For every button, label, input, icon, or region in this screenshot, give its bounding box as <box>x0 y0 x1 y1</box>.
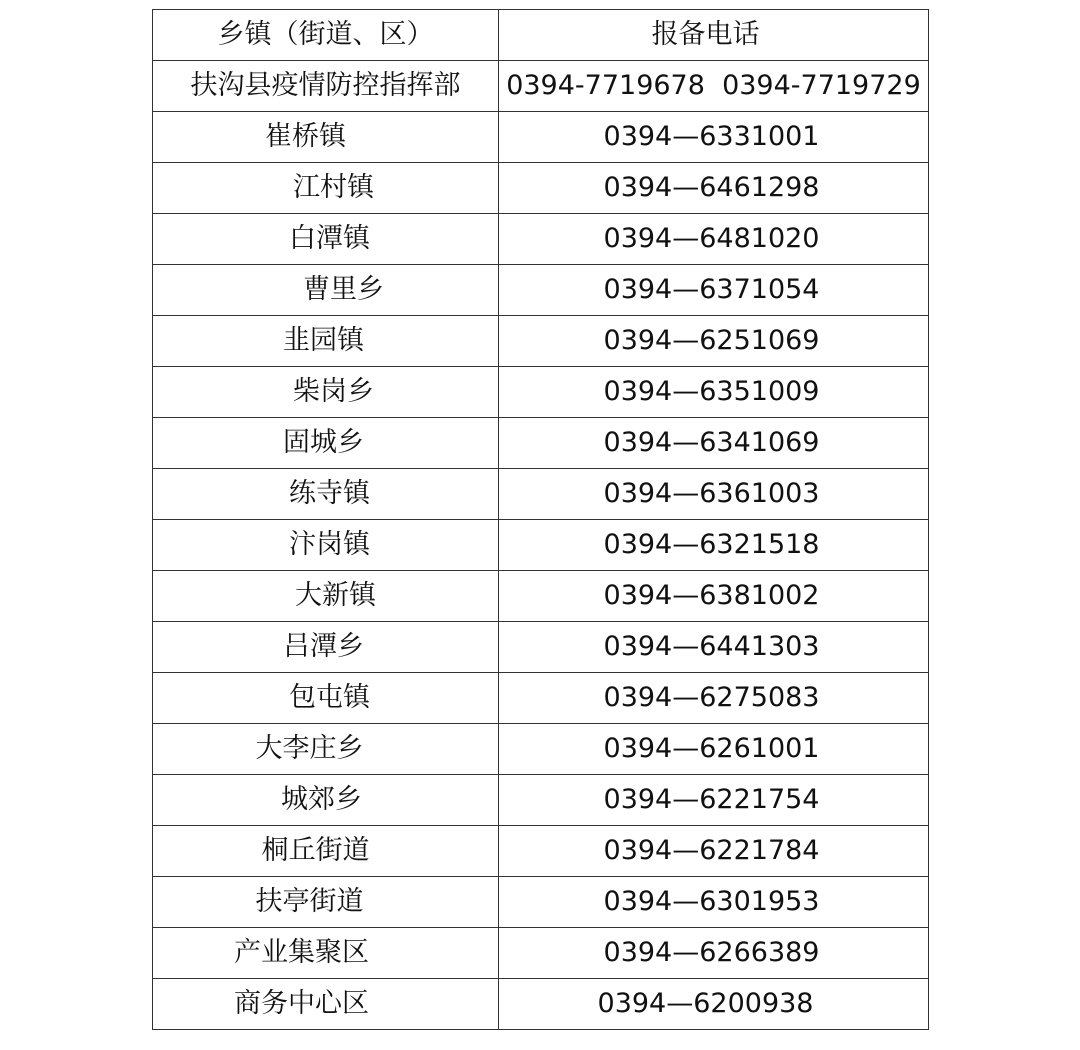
town-name: 大新镇 <box>295 580 376 611</box>
town-name: 白潭镇 <box>289 223 370 254</box>
town-name: 城郊乡 <box>281 784 362 815</box>
town-cell <box>153 877 499 928</box>
phone-number: 0394—6381002 <box>603 580 820 611</box>
table-row <box>153 775 929 826</box>
table-row <box>153 724 929 775</box>
town-cell <box>153 928 499 979</box>
phone-number: 0394—6371054 <box>603 274 820 305</box>
phone-cell <box>499 928 929 979</box>
table-row <box>153 112 929 163</box>
town-name: 包屯镇 <box>289 682 370 713</box>
table-row <box>153 571 929 622</box>
table-row <box>153 469 929 520</box>
town-cell <box>153 214 499 265</box>
table-row <box>153 265 929 316</box>
phone-number: 0394—6361003 <box>603 478 820 509</box>
table-row <box>153 163 929 214</box>
header-phone-label: 报备电话 <box>651 19 760 50</box>
town-name: 产业集聚区 <box>234 937 369 968</box>
town-name: 大李庄乡 <box>255 733 364 764</box>
town-name: 江村镇 <box>293 172 374 203</box>
phone-cell <box>499 520 929 571</box>
town-cell <box>153 418 499 469</box>
table-row <box>153 826 929 877</box>
phone-number: 0394—6351009 <box>603 376 820 407</box>
town-cell <box>153 265 499 316</box>
town-name: 汴岗镇 <box>289 529 370 560</box>
phone-cell <box>499 418 929 469</box>
phone-number: 0394-7719678 0394-7719729 <box>506 70 921 101</box>
table-header-row <box>153 10 929 61</box>
town-name: 曹里乡 <box>303 274 384 305</box>
phone-cell <box>499 163 929 214</box>
phone-number: 0394—6441303 <box>603 631 820 662</box>
phone-number: 0394—6275083 <box>603 682 820 713</box>
phone-cell <box>499 826 929 877</box>
town-name: 扶亭街道 <box>255 886 364 917</box>
table-row <box>153 418 929 469</box>
town-cell <box>153 826 499 877</box>
town-cell <box>153 112 499 163</box>
phone-number: 0394—6251069 <box>603 325 820 356</box>
phone-cell <box>499 775 929 826</box>
town-name: 柴岗乡 <box>293 376 374 407</box>
town-name: 韭园镇 <box>283 325 364 356</box>
phone-number: 0394—6321518 <box>603 529 820 560</box>
town-cell <box>153 520 499 571</box>
table-row <box>153 979 929 1030</box>
town-cell <box>153 673 499 724</box>
town-cell <box>153 61 499 112</box>
town-cell <box>153 979 499 1030</box>
phone-number: 0394—6301953 <box>603 886 820 917</box>
phone-cell <box>499 571 929 622</box>
town-cell <box>153 316 499 367</box>
town-name: 练寺镇 <box>289 478 370 509</box>
town-name: 商务中心区 <box>234 988 369 1019</box>
phone-cell <box>499 673 929 724</box>
town-cell <box>153 571 499 622</box>
phone-cell <box>499 367 929 418</box>
town-name: 吕潭乡 <box>283 631 364 662</box>
town-cell <box>153 469 499 520</box>
table-row <box>153 520 929 571</box>
phone-cell <box>499 265 929 316</box>
table-row <box>153 622 929 673</box>
phone-number: 0394—6461298 <box>603 172 820 203</box>
phone-cell <box>499 469 929 520</box>
town-name: 固城乡 <box>283 427 364 458</box>
phone-number: 0394—6221784 <box>603 835 820 866</box>
header-name-label: 乡镇（街道、区） <box>217 19 434 50</box>
table-row <box>153 877 929 928</box>
phone-number: 0394—6261001 <box>603 733 820 764</box>
table-row <box>153 928 929 979</box>
town-name: 扶沟县疫情防控指挥部 <box>190 70 461 101</box>
contact-table <box>152 9 929 1030</box>
town-cell <box>153 367 499 418</box>
town-name: 桐丘街道 <box>261 835 370 866</box>
table-row <box>153 316 929 367</box>
phone-cell <box>499 877 929 928</box>
table-row <box>153 214 929 265</box>
town-name: 崔桥镇 <box>265 121 346 152</box>
phone-number: 0394—6221754 <box>603 784 820 815</box>
phone-number: 0394—6200938 <box>597 988 814 1019</box>
town-cell <box>153 775 499 826</box>
phone-cell <box>499 979 929 1030</box>
table-row <box>153 367 929 418</box>
phone-cell <box>499 622 929 673</box>
phone-cell <box>499 724 929 775</box>
town-cell <box>153 724 499 775</box>
phone-number: 0394—6266389 <box>603 937 820 968</box>
header-cell-phone <box>499 10 929 61</box>
phone-number: 0394—6341069 <box>603 427 820 458</box>
phone-cell <box>499 316 929 367</box>
header-cell-name <box>153 10 499 61</box>
table-row <box>153 673 929 724</box>
phone-cell <box>499 61 929 112</box>
phone-number: 0394—6481020 <box>603 223 820 254</box>
phone-number: 0394—6331001 <box>603 121 820 152</box>
town-cell <box>153 622 499 673</box>
phone-cell <box>499 214 929 265</box>
phone-cell <box>499 112 929 163</box>
table-row <box>153 61 929 112</box>
town-cell <box>153 163 499 214</box>
